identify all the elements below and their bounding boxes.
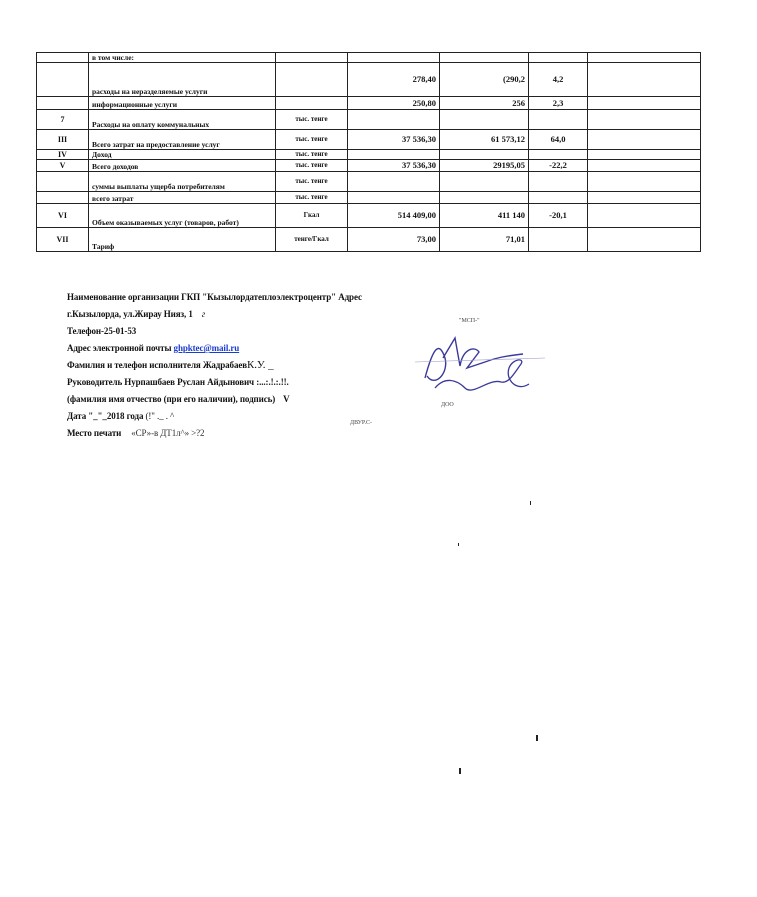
table-row — [37, 53, 701, 63]
row-value-plan: 278,40 — [348, 63, 440, 97]
row-unit: тыс. тенге — [276, 150, 348, 160]
executor-initials: К.У. _ — [247, 359, 274, 371]
seal-tail: «СР»-в ДТ1л^» >?2 — [131, 428, 205, 438]
seal-label: Место печати — [67, 428, 122, 438]
row-value-plan: 514 409,00 — [348, 204, 440, 228]
row-value-fact — [440, 110, 529, 130]
row-name: информационные услуги — [89, 97, 276, 110]
date-text: Дата "_"_2018 года — [67, 411, 144, 421]
row-deviation — [529, 110, 588, 130]
row-deviation — [529, 228, 588, 252]
table-row — [37, 160, 701, 172]
row-value-plan: 37 536,30 — [348, 130, 440, 150]
row-note — [588, 160, 701, 172]
row-number: VI — [37, 204, 89, 228]
row-unit: тыс. тенге — [276, 172, 348, 192]
row-number — [37, 63, 89, 97]
phone-text: Телефон-25-01-53 — [67, 326, 137, 336]
table-row — [37, 97, 701, 110]
table-row — [37, 204, 701, 228]
row-number: III — [37, 130, 89, 150]
row-note — [588, 172, 701, 192]
row-name: всего затрат — [89, 192, 276, 204]
row-number: VII — [37, 228, 89, 252]
table-row — [37, 192, 701, 204]
row-deviation: 64,0 — [529, 130, 588, 150]
row-value-plan — [348, 192, 440, 204]
row-number — [37, 53, 89, 63]
address-tail: г — [201, 309, 206, 319]
row-name: Всего доходов — [89, 160, 276, 172]
row-value-fact — [440, 192, 529, 204]
row-note — [588, 204, 701, 228]
row-value-fact: 71,01 — [440, 228, 529, 252]
row-unit: Гкал — [276, 204, 348, 228]
row-note — [588, 192, 701, 204]
row-number — [37, 192, 89, 204]
row-number: 7 — [37, 110, 89, 130]
row-number — [37, 172, 89, 192]
row-deviation: 2,3 — [529, 97, 588, 110]
address-text: г.Кызылорда, ул.Жирау Нияз, 1 — [67, 309, 193, 319]
scan-speck — [530, 501, 531, 505]
row-value-fact: (290,2 — [440, 63, 529, 97]
signature-icon — [405, 318, 555, 410]
row-note — [588, 130, 701, 150]
table-row — [37, 130, 701, 150]
row-unit — [276, 53, 348, 63]
row-value-fact: 61 573,12 — [440, 130, 529, 150]
table-row — [37, 63, 701, 97]
tariff-table-body — [37, 53, 701, 252]
row-name: Всего затрат на предоставление услуг — [89, 130, 276, 150]
row-value-fact: 29195,05 — [440, 160, 529, 172]
tariff-table — [36, 52, 701, 252]
row-value-fact — [440, 172, 529, 192]
row-note — [588, 228, 701, 252]
row-deviation — [529, 53, 588, 63]
stamp-small-text: ДОО — [441, 402, 454, 408]
fio-text: (фамилия имя отчество (при его наличии), подпись) — [67, 394, 276, 404]
row-unit: тыс. тенге — [276, 160, 348, 172]
org-name-line — [67, 289, 527, 306]
row-value-plan: 37 536,30 — [348, 160, 440, 172]
row-unit: тыс. тенге — [276, 130, 348, 150]
row-note — [588, 110, 701, 130]
org-name-text: Наименование организации ГКП "Кызылордатеплоэлектроцентр" Адрес — [67, 292, 362, 302]
row-note — [588, 97, 701, 110]
date-tail: (!" ._ . ^ — [145, 411, 175, 421]
row-number — [37, 97, 89, 110]
table-row — [37, 172, 701, 192]
email-link[interactable]: ghpktec@mail.ru — [173, 343, 240, 353]
row-value-plan — [348, 110, 440, 130]
table-row — [37, 228, 701, 252]
row-unit — [276, 63, 348, 97]
row-value-plan — [348, 172, 440, 192]
row-deviation: -22,2 — [529, 160, 588, 172]
row-name: Объем оказываемых услуг (товаров, работ) — [89, 204, 276, 228]
row-note — [588, 63, 701, 97]
table-row — [37, 110, 701, 130]
date-line — [67, 408, 527, 425]
row-value-fact — [440, 53, 529, 63]
scan-speck — [458, 543, 459, 546]
signature-stamp — [405, 318, 555, 410]
seal-line — [67, 425, 527, 442]
row-value-fact: 411 140 — [440, 204, 529, 228]
row-note — [588, 150, 701, 160]
fio-tail: V — [283, 394, 290, 404]
row-value-plan — [348, 53, 440, 63]
row-deviation — [529, 150, 588, 160]
row-value-fact: 256 — [440, 97, 529, 110]
row-number: V — [37, 160, 89, 172]
row-unit: тыс. тенге — [276, 110, 348, 130]
executor-text: Фамилия и телефон исполнителя Жадрабаев — [67, 360, 248, 370]
row-number: IV — [37, 150, 89, 160]
row-value-plan: 73,00 — [348, 228, 440, 252]
row-name: Доход — [89, 150, 276, 160]
row-deviation — [529, 172, 588, 192]
row-deviation: 4,2 — [529, 63, 588, 97]
director-tail: :...:.!.:.!!. — [256, 377, 289, 387]
row-unit: тыс. тенге — [276, 192, 348, 204]
table-row — [37, 150, 701, 160]
row-name: расходы на неразделяемые услуги — [89, 63, 276, 97]
row-unit — [276, 97, 348, 110]
tariff-table-container — [36, 52, 700, 252]
row-value-plan: 250,80 — [348, 97, 440, 110]
stamp-top-text: "МСП-" — [459, 318, 480, 324]
row-name: Тариф — [89, 228, 276, 252]
row-unit: тенге/Гкал — [276, 228, 348, 252]
stamp-bottom-text: ДВУР.С- — [350, 420, 372, 426]
row-deviation — [529, 192, 588, 204]
email-label: Адрес электронной почты — [67, 343, 172, 353]
scan-speck — [536, 735, 538, 741]
row-name: Расходы на оплату коммунальных — [89, 110, 276, 130]
row-name: суммы выплаты ущерба потребителям — [89, 172, 276, 192]
director-text: Руководитель Нурпашбаев Руслан Айдынович — [67, 377, 255, 387]
row-deviation: -20,1 — [529, 204, 588, 228]
row-note — [588, 53, 701, 63]
row-value-fact — [440, 150, 529, 160]
row-name: в том числе: — [89, 53, 276, 63]
scan-speck — [459, 768, 461, 774]
row-value-plan — [348, 150, 440, 160]
